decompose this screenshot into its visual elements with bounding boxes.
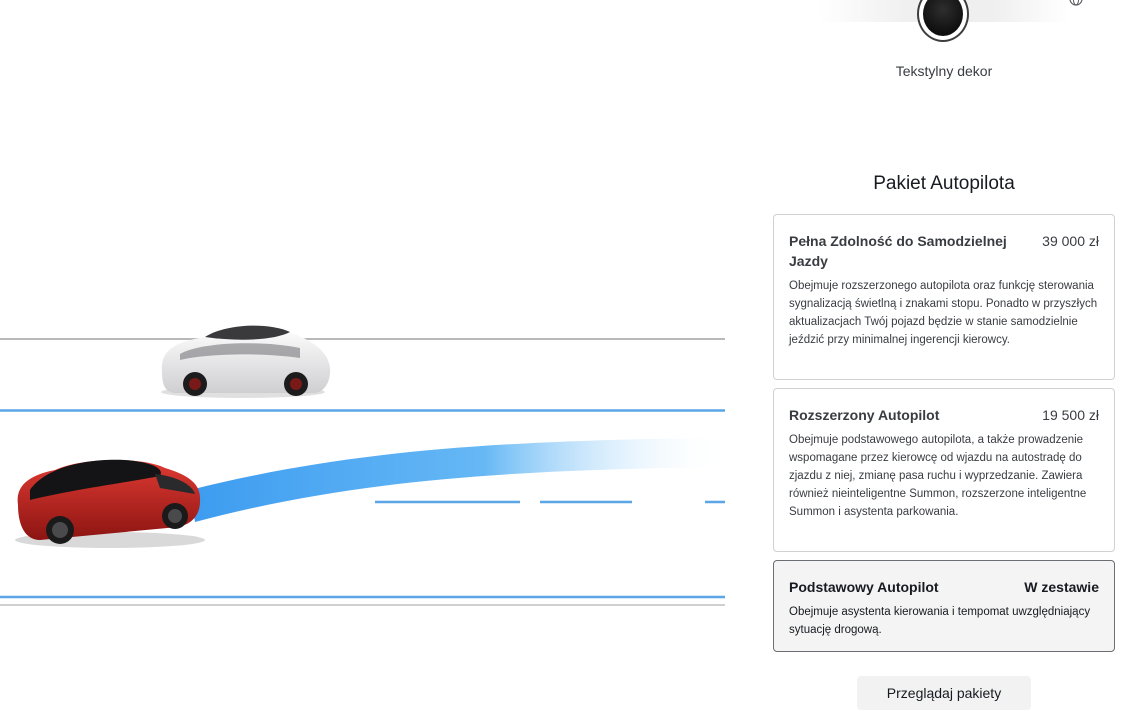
option-price: W zestawie [1024, 579, 1099, 595]
interior-swatch-color [923, 0, 963, 36]
option-card-enhanced-autopilot[interactable] [773, 388, 1115, 552]
interior-swatch-label: Tekstylny dekor [895, 63, 993, 79]
option-name: Rozszerzony Autopilot [789, 407, 940, 423]
configurator-panel [773, 0, 1115, 704]
option-description: Obejmuje rozszerzonego autopilota oraz funkcję sterowania sygnalizacją świetlną i znakami stopu. Ponadto w przyszłych aktualizacjach Twój pojazd będzie w stanie samodzielnie jeździć przy minimalnej ingerencji kierowcy. [789, 280, 1098, 346]
autopilot-path [190, 438, 725, 522]
option-price: 19 500 zł [1042, 407, 1099, 423]
option-price: 39 000 zł [1042, 233, 1099, 249]
option-name: Podstawowy Autopilot [789, 579, 939, 595]
white-car [161, 326, 330, 398]
browse-packages-button[interactable]: Przeglądaj pakiety [857, 676, 1031, 710]
option-name: Pełna Zdolność do Samodzielnej Jazdy [789, 233, 1007, 269]
autopilot-section-title: Pakiet Autopilota [873, 173, 1015, 194]
option-card-full-self-driving[interactable] [773, 214, 1115, 380]
option-description: Obejmuje asystenta kierowania i tempomat uwzględniający sytuację drogową. [789, 606, 1091, 636]
globe-icon[interactable] [1069, 0, 1083, 6]
option-card-basic-autopilot[interactable] [773, 560, 1115, 652]
red-car [15, 460, 205, 548]
interior-swatch-selected[interactable] [917, 0, 969, 42]
option-description: Obejmuje podstawowego autopilota, a także prowadzenie wspomagane przez kierowcę od wjazdu na autostradę do zjazdu z niej, zmianę pasa ruchu i wyprzedzanie. Zawiera również nieinteligentne Summon, rozszerzone inteligentne Summon i asystenta parkowania. [789, 434, 1087, 518]
